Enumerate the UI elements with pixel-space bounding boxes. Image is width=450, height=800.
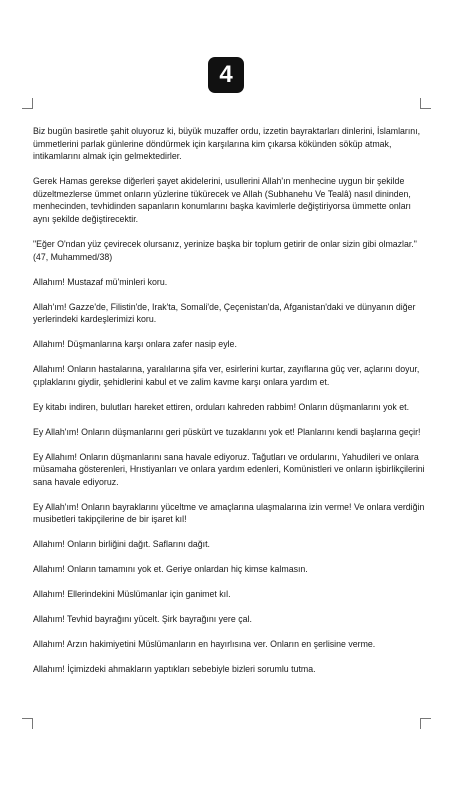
paragraph: Biz bugün basiretle şahit oluyoruz ki, büyük muzaffer ordu, izzetin bayraktarları dinlerini, İslamlarını, ümmetlerini parlak günlerine döndürmek için karşılarına kim çıkarsa kökünden söküp atmak, intikamlarını almak için gelmektedirler. <box>33 126 421 162</box>
page-number-badge: 4 <box>208 57 244 93</box>
crop-mark-top-left <box>22 98 33 109</box>
paragraph: "Eğer O'ndan yüz çevirecek olursanız, yerinize başka bir toplum getirir de onlar sizin gibi olmazlar." (47, Muhammed/38) <box>33 238 417 262</box>
paragraph: Allahım! Düşmanlarına karşı onlara zafer nasip eyle. <box>33 339 237 350</box>
crop-mark-bottom-right <box>420 718 431 729</box>
paragraph: Allahım! Onların hastalarına, yaralılarına şifa ver, esirlerini kurtar, zayıflarına güç ver, açlarını doyur, çıplaklarını giydir, şehidlerini kabul et ve zalim kavme karşı onlara yardım et. <box>33 364 420 387</box>
paragraph: Allahım! İçimizdeki ahmakların yaptıkları sebebiyle bizleri sorumlu tutma. <box>33 664 316 675</box>
paragraph: Allahım! Ellerindekini Müslümanlar için ganimet kıl. <box>33 589 231 600</box>
crop-mark-bottom-left <box>22 718 33 729</box>
paragraph: Allahım! Arzın hakimiyetini Müslümanların en hayırlısına ver. Onların en şerlisine verme. <box>33 639 376 650</box>
crop-mark-top-right <box>420 98 431 109</box>
paragraph: Gerek Hamas gerekse diğerleri şayet akidelerini, usullerini Allah'ın menhecine uygun bir şekilde düzeltmezlerse ümmet onların yüzlerine tükürecek ve Allah (Subhanehu Ve Tealâ) nasıl dininden, menhecinden, tevhidinden sapanların konumlarını başka kavimlerle değiştiriyorsa ümmette onları aynı şekilde değiştirecektir. <box>33 176 411 224</box>
paragraph: Allahım! Tevhid bayrağını yücelt. Şirk bayrağını yere çal. <box>33 614 252 625</box>
paragraph: Allah'ım! Gazze'de, Filistin'de, Irak'ta, Somali'de, Çeçenistan'da, Afganistan'daki ve dünyanın diğer yerlerindeki kardeşlerimizi koru. <box>33 301 416 325</box>
body-text <box>33 125 425 688</box>
paragraph: Ey Allah'ım! Onların bayraklarını yüceltme ve amaçlarına ulaşmalarına izin verme! Ve onlara verdiğin musibetleri takipçilerine de bir işaret kıl! <box>33 501 425 525</box>
paragraph: Ey Allah'ım! Onların düşmanlarını geri püskürt ve tuzaklarını yok et! Planlarını kendi başlarına geçir! <box>33 426 421 437</box>
paragraph: Ey Allahım! Onların düşmanlarını sana havale ediyoruz. Tağutları ve ordularını, Yahudileri ve onlara müsamaha gösterenleri, Hrıstiyanları ve onlara yardım edenleri, Komünistleri ve onların işbirlikçilerini sana havale ediyoruz. <box>33 451 425 487</box>
paragraph: Allahım! Mustazaf mü'minleri koru. <box>33 276 168 287</box>
paragraph: Allahım! Onların tamamını yok et. Geriye onlardan hiç kimse kalmasın. <box>33 564 308 575</box>
paragraph: Allahım! Onların birliğini dağıt. Saflarını dağıt. <box>33 539 211 550</box>
paragraph: Ey kitabı indiren, bulutları hareket ettiren, orduları kahreden rabbim! Onların düşmanlarını yok et. <box>33 401 410 412</box>
